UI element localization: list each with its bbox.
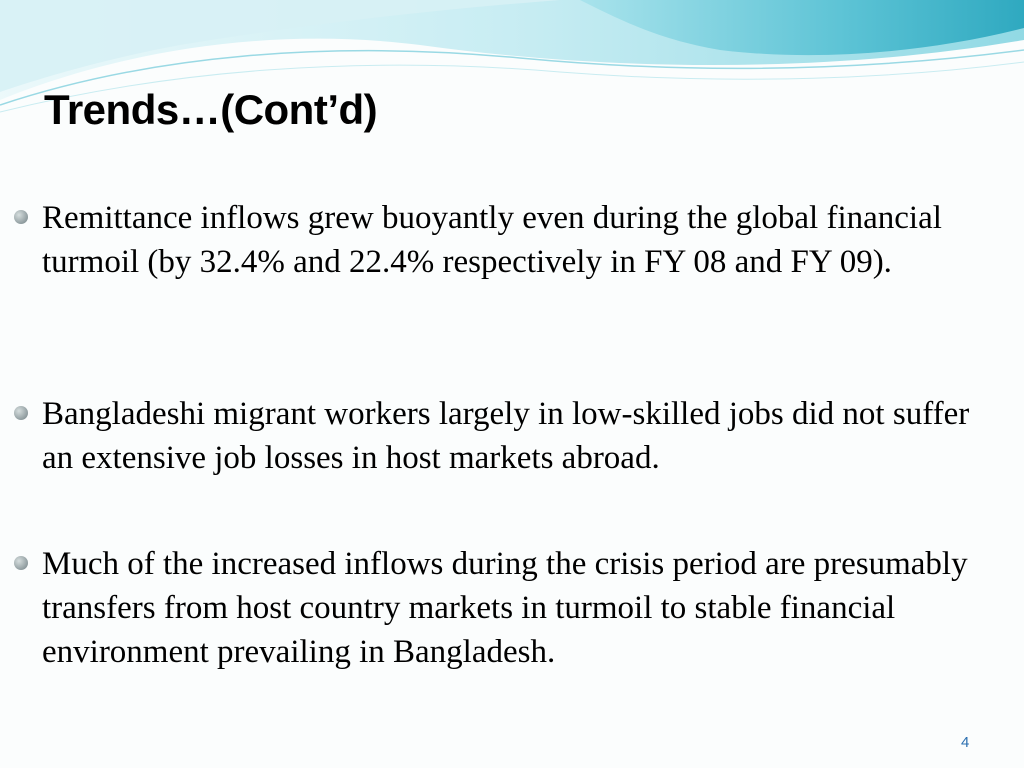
bullet-item	[42, 392, 992, 480]
bullet-dot-icon	[14, 556, 28, 570]
bullet-dot-icon	[14, 210, 28, 224]
page-number: 4	[961, 734, 970, 751]
slide-title: Trends…(Cont’d)	[44, 86, 378, 133]
bullet-text: Much of the increased inflows during the crisis period are presumably transfers from host country markets in turmoil to stable financial environment prevailing in Bangladesh.	[42, 546, 968, 670]
bullet-dot-icon	[14, 406, 28, 420]
bullet-item	[42, 196, 992, 284]
bullet-text: Remittance inflows grew buoyantly even during the global financial turmoil (by 32.4% and 22.4% respectively in FY 08 and FY 09).	[42, 200, 942, 280]
bullet-item	[42, 542, 992, 674]
bullet-text: Bangladeshi migrant workers largely in low-skilled jobs did not suffer an extensive job losses in host markets abroad.	[42, 396, 970, 476]
